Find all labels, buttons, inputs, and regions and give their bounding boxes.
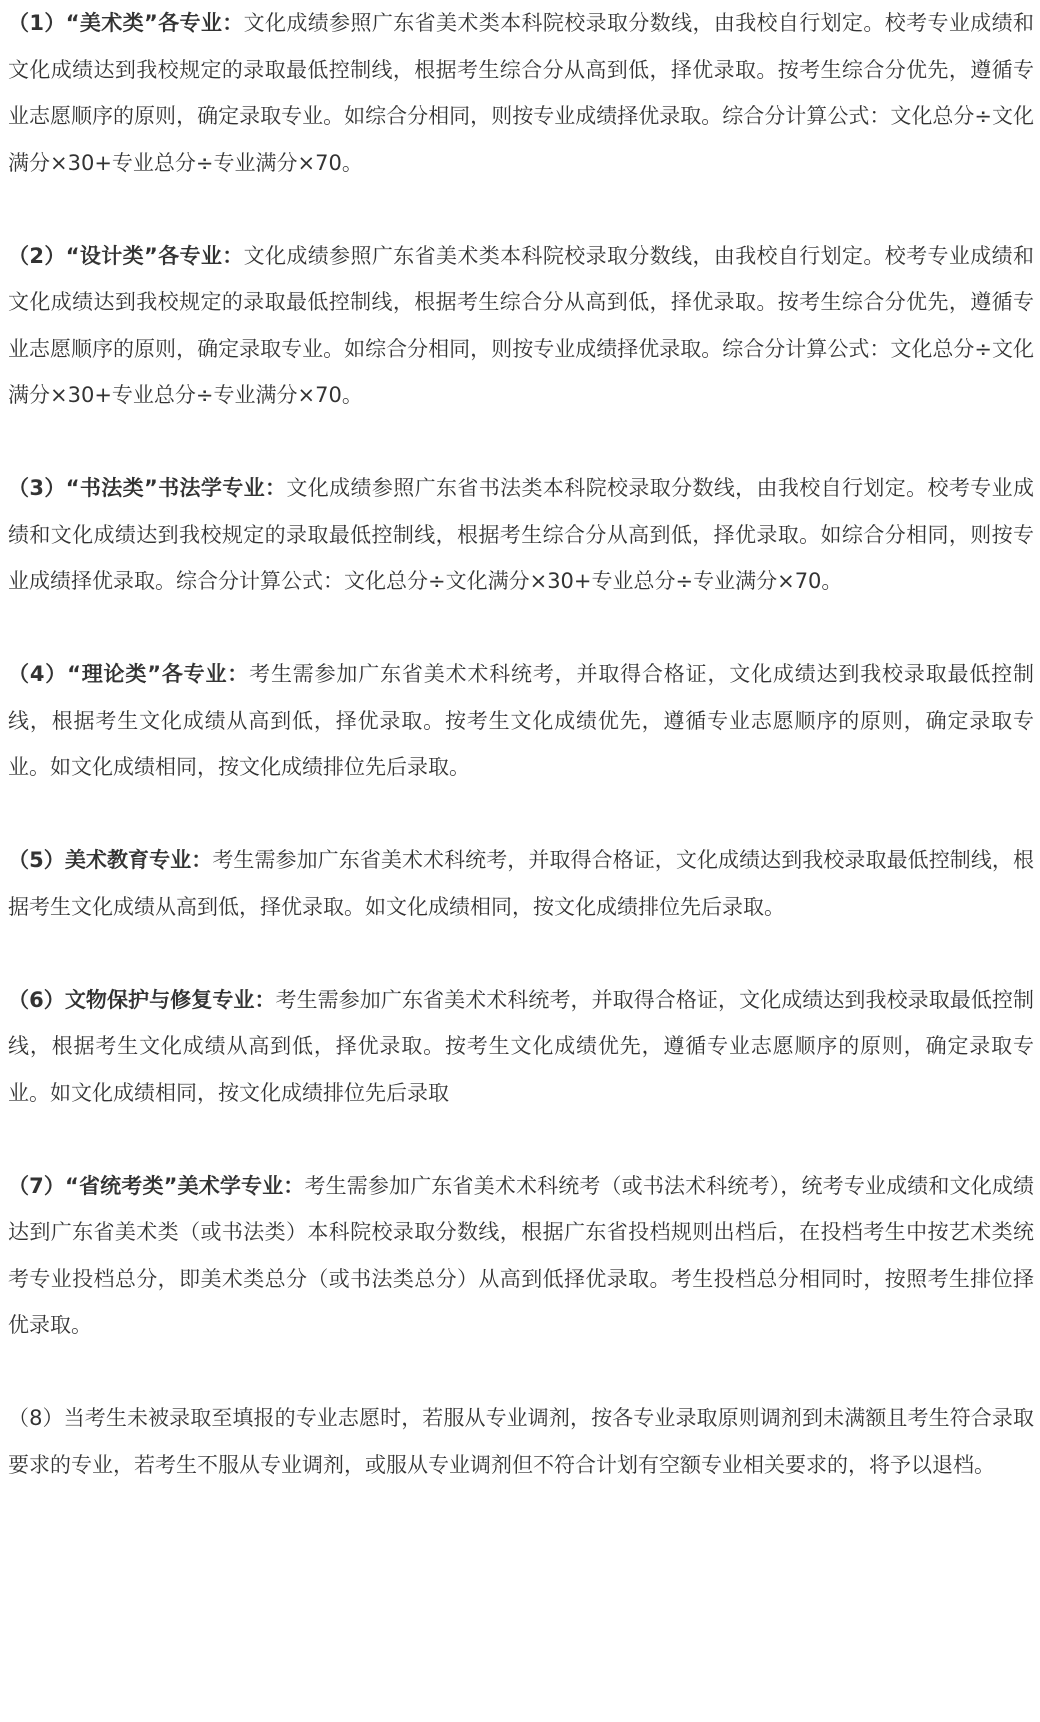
rule-heading-3: （3）“书法类”书法学专业： xyxy=(8,476,287,500)
rule-body-2: 文化成绩参照广东省美术类本科院校录取分数线，由我校自行划定。校考专业成绩和文化成绩达到我校规定的录取最低控制线，根据考生综合分从高到低，择优录取。按考生综合分优先，遵循专业志愿顺序的原则，确定录取专业。如综合分相同，则按专业成绩择优录取。综合分计算公式：文化总分÷文化满分×30+专业总分÷专业满分×70。 xyxy=(8,243,1035,407)
rule-body-3: 文化成绩参照广东省书法类本科院校录取分数线，由我校自行划定。校考专业成绩和文化成绩达到我校规定的录取最低控制线，根据考生综合分从高到低，择优录取。如综合分相同，则按专业成绩择优录取。综合分计算公式：文化总分÷文化满分×30+专业总分÷专业满分×70。 xyxy=(8,476,1034,593)
rule-body-6: 考生需参加广东省美术术科统考，并取得合格证，文化成绩达到我校录取最低控制线，根据考生文化成绩从高到低，择优录取。按考生文化成绩优先，遵循专业志愿顺序的原则，确定录取专业。如文化成绩相同，按文化成绩排位先后录取 xyxy=(8,987,1034,1105)
rule-paragraph-5 xyxy=(8,837,1034,930)
rule-paragraph-6 xyxy=(8,977,1034,1117)
rule-heading-2: （2）“设计类”各专业： xyxy=(8,243,244,268)
rule-heading-7: （7）“省统考类”美术学专业： xyxy=(8,1173,305,1198)
rule-heading-6: （6）文物保护与修复专业： xyxy=(8,987,276,1012)
rule-paragraph-3 xyxy=(8,465,1034,605)
rule-heading-1: （1）“美术类”各专业： xyxy=(8,11,244,35)
rule-body-1: 文化成绩参照广东省美术类本科院校录取分数线，由我校自行划定。校考专业成绩和文化成绩达到我校规定的录取最低控制线，根据考生综合分从高到低，择优录取。按考生综合分优先，遵循专业志愿顺序的原则，确定录取专业。如综合分相同，则按专业成绩择优录取。综合分计算公式：文化总分÷文化满分×30+专业总分÷专业满分×70。 xyxy=(8,11,1035,175)
rule-heading-4: （4）“理论类”各专业： xyxy=(8,662,250,686)
rule-paragraph-1 xyxy=(8,0,1034,186)
rule-body-5: 考生需参加广东省美术术科统考，并取得合格证，文化成绩达到我校录取最低控制线，根据考生文化成绩从高到低，择优录取。如文化成绩相同，按文化成绩排位先后录取。 xyxy=(8,848,1034,919)
rule-body-7: 考生需参加广东省美术术科统考（或书法术科统考），统考专业成绩和文化成绩达到广东省美术类（或书法类）本科院校录取分数线，根据广东省投档规则出档后，在投档考生中按艺术类统考专业投档总分，即美术类总分（或书法类总分）从高到低择优录取。考生投档总分相同时，按照考生排位择优录取。 xyxy=(8,1173,1035,1337)
rule-body-4: 考生需参加广东省美术术科统考，并取得合格证，文化成绩达到我校录取最低控制线，根据考生文化成绩从高到低，择优录取。按考生文化成绩优先，遵循专业志愿顺序的原则，确定录取专业。如文化成绩相同，按文化成绩排位先后录取。 xyxy=(8,662,1035,779)
rule-body-8: （8）当考生未被录取至填报的专业志愿时，若服从专业调剂，按各专业录取原则调剂到未满额且考生符合录取要求的专业，若考生不服从专业调剂，或服从专业调剂但不符合计划有空额专业相关要求的，将予以退档。 xyxy=(8,1406,1034,1477)
rule-heading-5: （5）美术教育专业： xyxy=(8,848,213,872)
rule-paragraph-8 xyxy=(8,1395,1034,1488)
rule-paragraph-2 xyxy=(8,233,1034,419)
rule-paragraph-4 xyxy=(8,651,1034,791)
rule-paragraph-7 xyxy=(8,1163,1034,1349)
